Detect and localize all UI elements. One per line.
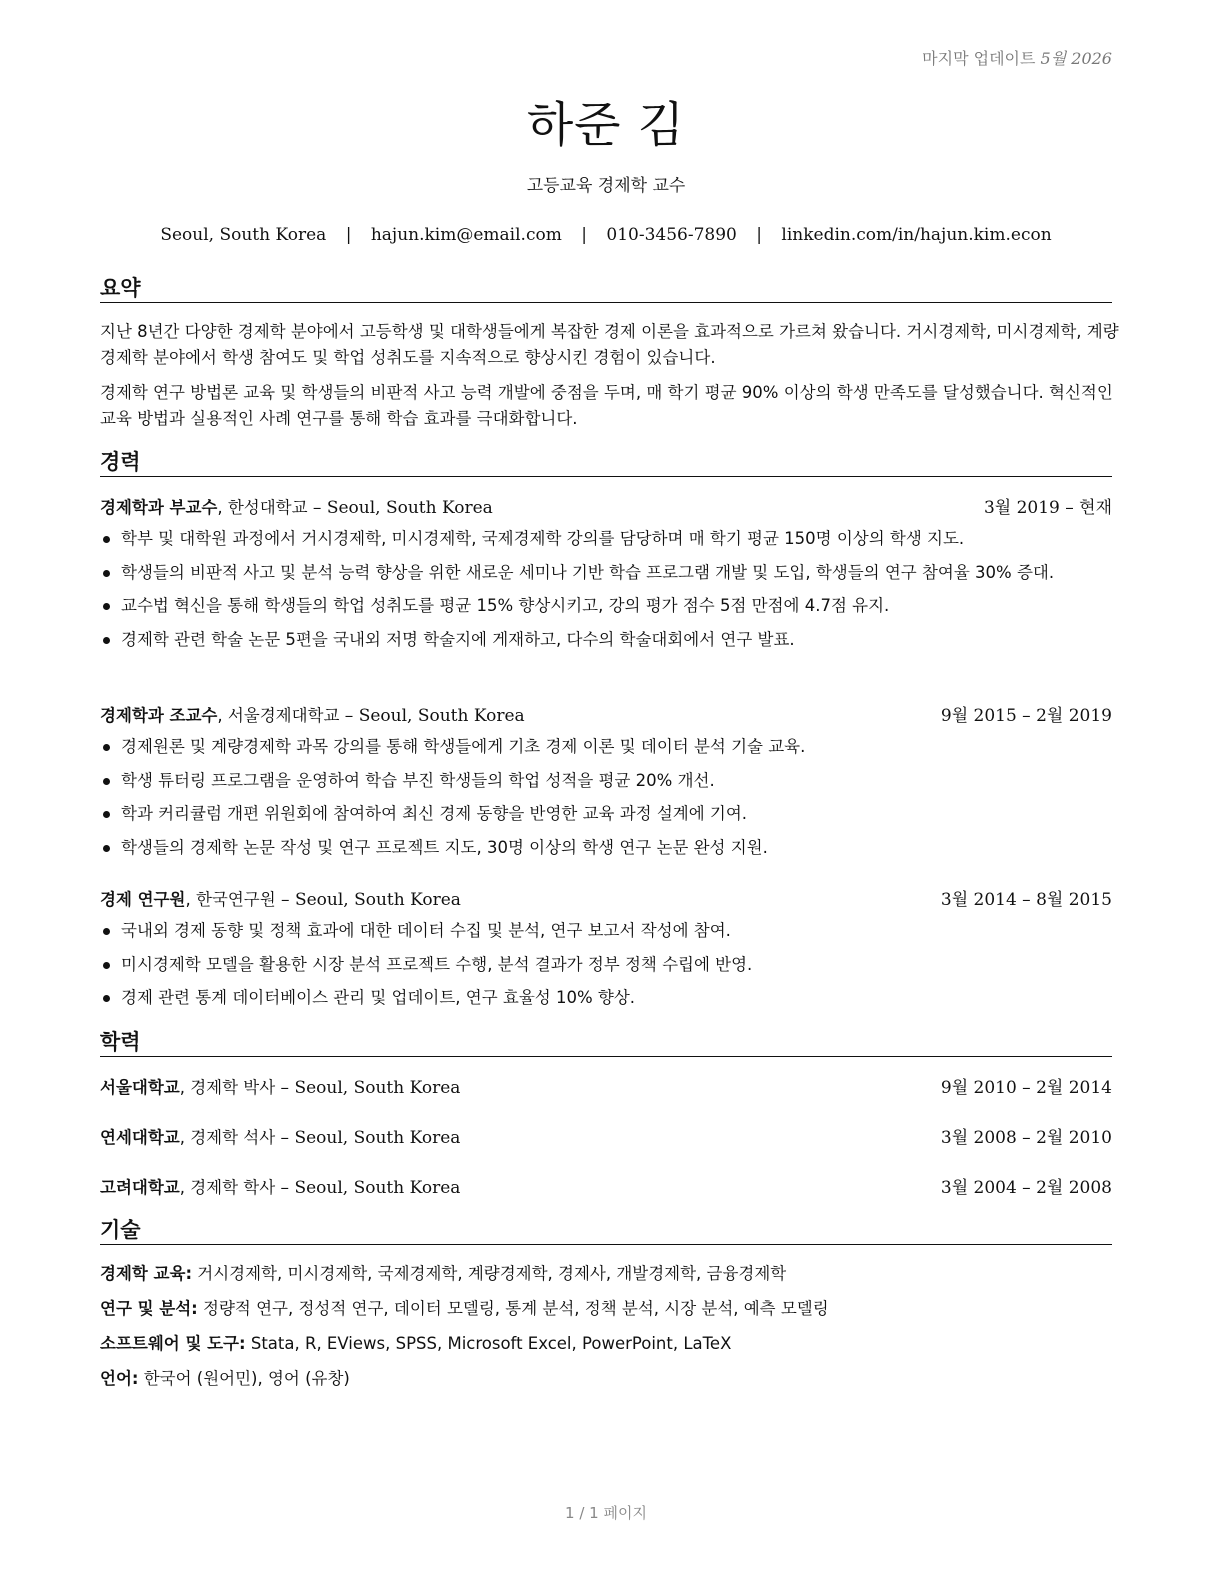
job-bullets (100, 918, 1112, 1019)
contact-email[interactable]: hajun.kim@email.com (370, 225, 562, 245)
section-heading-experience: 경력 (100, 450, 1112, 477)
summary-paragraph: 경제학 연구 방법론 교육 및 학생들의 비판적 사고 능력 개발에 중점을 두며, 매 학기 평균 90% 이상의 학생 만족도를 달성했습니다. 혁신적인 교육 방법과 실용적인 사례 연구를 통해 학습 효과를 극대화합니다. (100, 383, 1113, 428)
education-entry (100, 1076, 1112, 1100)
resume-page (100, 0, 1119, 1584)
job-title: 경제학과 조교수 (100, 706, 218, 725)
last-updated-label: 마지막 업데이트 (922, 49, 1036, 68)
person-name: 하준 김 (526, 97, 686, 153)
school-location: – Seoul, South Korea (275, 1078, 461, 1098)
education-entry (100, 1176, 1112, 1200)
education-dates: 3월 2008 – 2월 2010 (940, 1128, 1112, 1148)
list-item: 교수법 혁신을 통해 학생들의 학업 성취도를 평균 15% 향상시키고, 강의 평가 점수 5점 만점에 4.7점 유지. (100, 593, 1112, 619)
job-location: – Seoul, South Korea (275, 890, 461, 910)
contact-separator: | (345, 225, 352, 245)
list-item: 학부 및 대학원 과정에서 거시경제학, 미시경제학, 국제경제학 강의를 담당하며 매 학기 평균 150명 이상의 학생 지도. (100, 526, 1112, 552)
job-bullets (100, 526, 1112, 660)
list-item: 미시경제학 모델을 활용한 시장 분석 프로젝트 수행, 분석 결과가 정부 정책 수립에 반영. (100, 952, 1112, 978)
section-heading-summary: 요약 (100, 276, 1112, 303)
skill-line (100, 1332, 1112, 1356)
skill-label: 경제학 교육: (100, 1264, 193, 1283)
skill-label: 연구 및 분석: (100, 1299, 198, 1318)
list-item: 학생들의 경제학 논문 작성 및 연구 프로젝트 지도, 30명 이상의 학생 연구 논문 완성 지원. (100, 835, 1112, 861)
section-heading-education: 학력 (100, 1030, 1112, 1057)
degree: , 경제학 석사 (179, 1128, 276, 1147)
skill-value: 거시경제학, 미시경제학, 국제경제학, 계량경제학, 경제사, 개발경제학, 금융경제학 (192, 1264, 787, 1283)
job-org: , 한국연구원 (185, 890, 276, 909)
contact-line (100, 225, 1112, 245)
job-dates: 3월 2014 – 8월 2015 (940, 890, 1112, 910)
job-org: , 한성대학교 (217, 498, 308, 517)
list-item: 학생들의 비판적 사고 및 분석 능력 향상을 위한 새로운 세미나 기반 학습 프로그램 개발 및 도입, 학생들의 연구 참여율 30% 증대. (100, 560, 1112, 586)
job-header (100, 496, 1112, 520)
list-item: 경제학 관련 학술 논문 5편을 국내외 저명 학술지에 게재하고, 다수의 학술대회에서 연구 발표. (100, 627, 1112, 653)
last-updated-date: 5월 2026 (1040, 49, 1112, 68)
section-heading-skills: 기술 (100, 1218, 1112, 1245)
list-item: 학과 커리큘럼 개편 위원회에 참여하여 최신 경제 동향을 반영한 교육 과정 설계에 기여. (100, 801, 1112, 827)
skill-line (100, 1262, 1112, 1286)
job-header (100, 704, 1112, 728)
contact-separator: | (581, 225, 587, 245)
job-dates: 9월 2015 – 2월 2019 (940, 706, 1112, 726)
education-dates: 9월 2010 – 2월 2014 (940, 1078, 1112, 1098)
degree: , 경제학 박사 (179, 1078, 276, 1097)
job-location: – Seoul, South Korea (307, 498, 493, 518)
education-dates: 3월 2004 – 2월 2008 (940, 1178, 1112, 1198)
last-updated (922, 46, 1112, 69)
skill-label: 언어: (100, 1369, 139, 1388)
list-item: 국내외 경제 동향 및 정책 효과에 대한 데이터 수집 및 분석, 연구 보고서 작성에 참여. (100, 918, 1112, 944)
job-location: – Seoul, South Korea (339, 706, 525, 726)
job-header (100, 888, 1112, 912)
contact-linkedin[interactable]: linkedin.com/in/hajun.kim.econ (781, 225, 1052, 245)
contact-phone: 010-3456-7890 (606, 225, 737, 245)
job-title: 경제학과 부교수 (100, 498, 218, 517)
skill-value: 한국어 (원어민), 영어 (유창) (138, 1369, 350, 1388)
list-item: 경제원론 및 계량경제학 과목 강의를 통해 학생들에게 기초 경제 이론 및 데이터 분석 기술 교육. (100, 734, 1112, 760)
job-bullets (100, 734, 1112, 868)
contact-location: Seoul, South Korea (160, 225, 327, 245)
skill-label: 소프트웨어 및 도구: (100, 1334, 246, 1353)
school-location: – Seoul, South Korea (275, 1178, 461, 1198)
list-item: 학생 튜터링 프로그램을 운영하여 학습 부진 학생들의 학업 성적을 평균 20% 개선. (100, 768, 1112, 794)
school-name: 연세대학교 (100, 1128, 180, 1147)
skill-value: 정량적 연구, 정성적 연구, 데이터 모델링, 통계 분석, 정책 분석, 시장 분석, 예측 모델링 (197, 1299, 829, 1318)
contact-separator: | (756, 225, 762, 245)
person-role: 고등교육 경제학 교수 (526, 176, 686, 196)
degree: , 경제학 학사 (179, 1178, 276, 1197)
summary-paragraph: 지난 8년간 다양한 경제학 분야에서 고등학생 및 대학생들에게 복잡한 경제 이론을 효과적으로 가르쳐 왔습니다. 거시경제학, 미시경제학, 계량경제학 분야에서 학생 참여도 및 학업 성취도를 지속적으로 향상시킨 경험이 있습니다. (100, 322, 1119, 367)
job-title: 경제 연구원 (100, 890, 186, 909)
skill-line (100, 1297, 1112, 1321)
job-dates: 3월 2019 – 현재 (983, 498, 1112, 518)
school-name: 고려대학교 (100, 1178, 180, 1197)
school-location: – Seoul, South Korea (275, 1128, 461, 1148)
list-item: 경제 관련 통계 데이터베이스 관리 및 업데이트, 연구 효율성 10% 향상. (100, 985, 1112, 1011)
skill-value: Stata, R, EViews, SPSS, Microsoft Excel, PowerPoint, LaTeX (245, 1334, 732, 1353)
skill-line (100, 1367, 1112, 1391)
job-org: , 서울경제대학교 (217, 706, 340, 725)
education-entry (100, 1126, 1112, 1150)
page-number: 1 / 1 페이지 (565, 1504, 647, 1522)
school-name: 서울대학교 (100, 1078, 180, 1097)
